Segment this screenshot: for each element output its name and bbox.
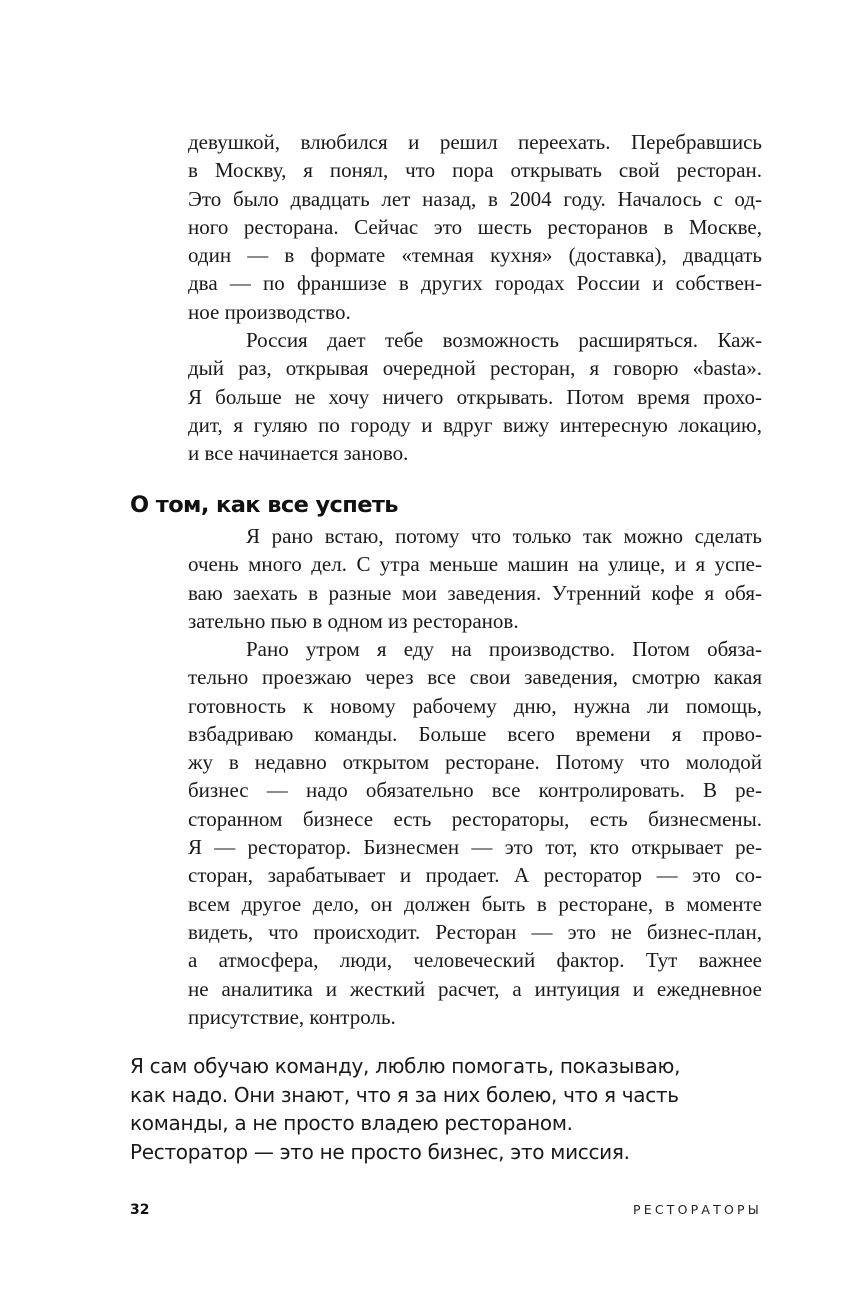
text-line: всем другое дело, он должен быть в ресторане, в моменте <box>188 891 762 916</box>
text-line: Россия дает тебе возможность расширяться. Каж- <box>246 328 762 352</box>
text-line: а атмосфера, люди, человеческий фактор. Тут важнее <box>188 948 762 973</box>
text-line: сторанном бизнесе есть рестораторы, есть бизнесмены. <box>188 806 762 831</box>
text-line: не аналитика и жесткий расчет, а интуиция и ежедневное <box>188 976 762 1001</box>
text-line: два — по франшизе в других городах России и собствен- <box>188 271 762 296</box>
running-head: РЕСТОРАТОРЫ <box>633 1202 762 1217</box>
text-line: видеть, что происходит. Ресторан — это не бизнес-план, <box>188 919 762 944</box>
text-line: один — в формате «темная кухня» (доставка), двадцать <box>188 243 762 268</box>
text-line: готовность к новому рабочему дню, нужна ли помощь, <box>188 693 762 718</box>
text-line: ное производство. <box>188 299 351 324</box>
quote-line: Ресторатор — это не просто бизнес, это миссия. <box>130 1139 630 1164</box>
text-line: тельно проезжаю через все свои заведения, смотрю какая <box>188 665 762 690</box>
text-line: Я больше не хочу ничего открывать. Потом время прохо- <box>188 384 762 409</box>
text-line: взбадриваю команды. Больше всего времени я прово- <box>188 721 762 746</box>
text-line: Я — ресторатор. Бизнесмен — это тот, кто открывает ре- <box>188 835 762 860</box>
text-line: присутствие, контроль. <box>188 1004 396 1029</box>
text-line: ного ресторана. Сейчас это шесть ресторанов в Москве, <box>188 214 762 239</box>
text-line: Я рано встаю, потому что только так можно сделать <box>246 524 762 548</box>
text-line: сторан, зарабатывает и продает. А ресторатор — это со- <box>188 863 762 888</box>
pull-quote <box>130 1052 730 1166</box>
quote-line: Я сам обучаю команду, люблю помогать, показываю, <box>130 1054 681 1078</box>
russia-paragraph <box>188 326 762 467</box>
text-line: ваю заехать в разные мои заведения. Утренний кофе я обя- <box>188 580 762 605</box>
quote-line: команды, а не просто владею рестораном. <box>130 1111 573 1135</box>
text-line: зательно пью в одном из ресторанов. <box>188 608 519 633</box>
text-line: бизнес — надо обязательно все контролировать. В ре- <box>188 778 762 803</box>
section-heading: О том, как все успеть <box>130 492 398 518</box>
text-line: Это было двадцать лет назад, в 2004 году. Началось с од- <box>188 186 762 211</box>
morning-routine-paragraph <box>188 635 762 1031</box>
text-line: дый раз, открывая очередной ресторан, я говорю «basta». <box>188 356 762 381</box>
text-line: и все начинается заново. <box>188 441 409 466</box>
text-line: очень много дел. С утра меньше машин на улице, и я успе- <box>188 552 762 577</box>
text-line: в Москву, я понял, что пора открывать свой ресторан. <box>188 158 762 183</box>
page-number: 32 <box>130 1202 150 1218</box>
intro-paragraph <box>188 128 762 326</box>
early-rise-paragraph <box>188 522 762 635</box>
quote-line: как надо. Они знают, что я за них болею, что я часть <box>130 1082 679 1107</box>
text-line: дит, я гуляю по городу и вдруг вижу интересную локацию, <box>188 412 762 437</box>
text-line: Рано утром я еду на производство. Потом обяза- <box>246 637 762 661</box>
text-line: жу в недавно открытом ресторане. Потому что молодой <box>188 750 762 775</box>
text-line: девушкой, влюбился и решил переехать. Перебравшись <box>188 130 762 154</box>
